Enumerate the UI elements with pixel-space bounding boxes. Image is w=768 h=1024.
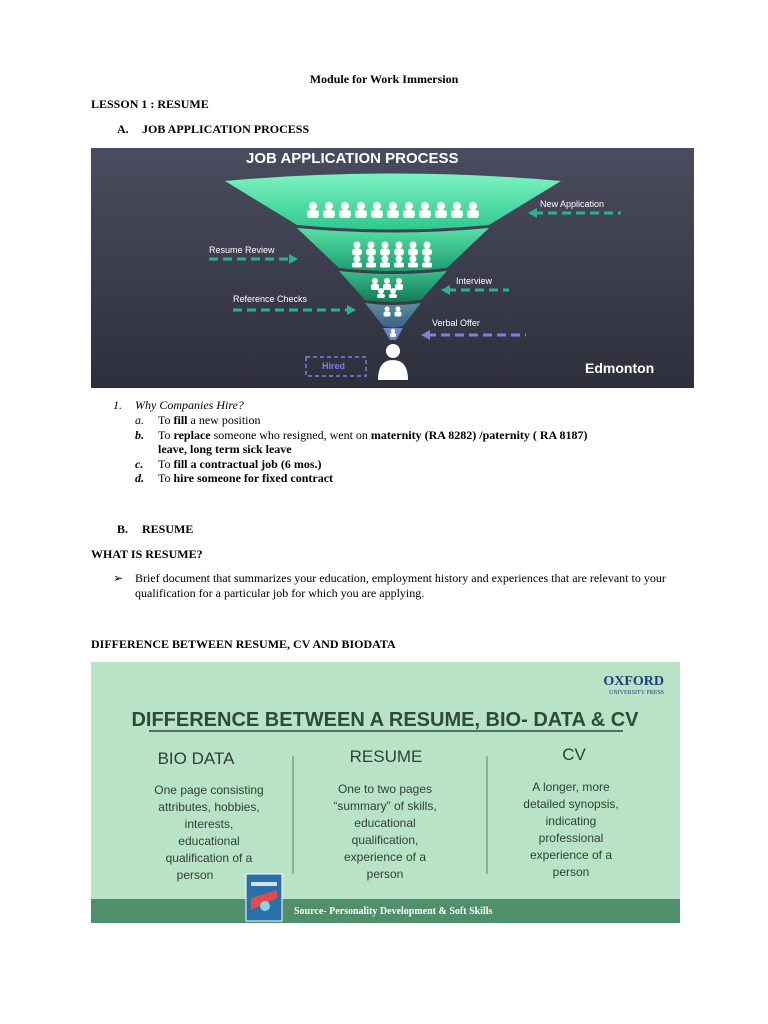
cv-line: A longer, more — [532, 780, 610, 794]
oxford-logo-subtitle: UNIVERSITY PRESS — [609, 690, 664, 696]
biodata-line: One page consisting — [154, 783, 264, 797]
resume-line: qualification, — [351, 833, 419, 847]
edmonton-logo: Edmonton — [585, 360, 655, 376]
item-marker: c. — [135, 457, 144, 471]
cv-line: professional — [538, 831, 604, 845]
text-part-bold: replace — [173, 428, 211, 442]
resume-line: educational — [354, 816, 416, 830]
label-reference-checks: Reference Checks — [233, 294, 308, 304]
text-part-bold: fill a contractual job (6 mos.) — [173, 457, 322, 471]
item-text — [158, 428, 588, 443]
item-marker: b. — [135, 428, 144, 442]
item-marker: d. — [135, 471, 144, 485]
text-part-bold: maternity (RA 8282) /paternity ( RA 8187) — [370, 428, 588, 442]
section-b-heading — [117, 522, 193, 537]
resume-line: One to two pages — [337, 782, 433, 796]
why-hire-title: Why Companies Hire? — [135, 398, 244, 412]
text-part: To — [158, 471, 174, 485]
label-new-application: New Application — [540, 199, 605, 209]
section-a-letter: A. — [117, 122, 129, 136]
item-marker: a. — [135, 413, 144, 427]
why-hire-number: 1. — [113, 398, 122, 412]
arrow-bullet-icon: ➢ — [113, 571, 124, 585]
text-part: To — [158, 457, 174, 471]
label-interview: Interview — [456, 276, 493, 286]
book-cover-icon — [246, 874, 282, 921]
resume-line: person — [366, 867, 404, 881]
item-text-line2: leave, long term sick leave — [158, 442, 292, 456]
biodata-line: interests, — [184, 817, 234, 831]
resume-cv-biodata-comparison-image — [91, 662, 680, 923]
source-text: Source- Personality Development & Soft Skills — [294, 906, 493, 917]
text-part: a new position — [187, 413, 261, 427]
funnel-title: JOB APPLICATION PROCESS — [246, 150, 459, 167]
cv-line: detailed synopsis, — [523, 797, 619, 811]
resume-line: “summary” of skills, — [333, 799, 437, 813]
column-title-biodata: BIO DATA — [157, 749, 235, 768]
job-application-funnel-image — [91, 148, 694, 388]
item-text — [158, 457, 321, 472]
text-part-bold: hire someone for fixed contract — [173, 471, 334, 485]
item-text — [158, 471, 333, 486]
cv-line: indicating — [545, 814, 597, 828]
what-is-resume-heading: WHAT IS RESUME? — [91, 547, 203, 561]
section-b-title: RESUME — [142, 522, 194, 536]
biodata-line: person — [176, 868, 214, 882]
text-part: someone who resigned, went on — [210, 428, 371, 442]
cv-line: experience of a — [529, 848, 613, 862]
comparison-title: DIFFERENCE BETWEEN A RESUME, BIO- DATA & CV — [131, 709, 639, 731]
item-text — [158, 413, 261, 428]
cv-line: person — [552, 865, 590, 879]
label-hired: Hired — [322, 361, 346, 371]
definition-text: Brief document that summarizes your education, employment history and experiences that are relevant to your qualification for a particular job for which you are applying. — [135, 571, 666, 600]
column-title-cv: CV — [562, 745, 586, 764]
section-a-title: JOB APPLICATION PROCESS — [142, 122, 310, 136]
biodata-line: attributes, hobbies, — [158, 800, 260, 814]
text-part: To — [158, 413, 174, 427]
text-part-bold: fill — [173, 413, 188, 427]
lesson-title: LESSON 1 : RESUME — [91, 97, 209, 111]
text-part: To — [158, 428, 174, 442]
column-title-resume: RESUME — [349, 747, 423, 766]
section-a-heading — [117, 122, 309, 137]
biodata-line: qualification of a — [165, 851, 253, 865]
biodata-line: educational — [178, 834, 240, 848]
label-resume-review: Resume Review — [209, 245, 275, 255]
page-header-title: Module for Work Immersion — [309, 72, 459, 86]
resume-line: experience of a — [343, 850, 427, 864]
difference-heading: DIFFERENCE BETWEEN RESUME, CV AND BIODATA — [91, 637, 396, 651]
label-verbal-offer: Verbal Offer — [432, 318, 480, 328]
section-b-letter: B. — [117, 522, 129, 536]
why-hire-heading — [113, 398, 244, 413]
oxford-logo: OXFORD — [603, 674, 664, 689]
